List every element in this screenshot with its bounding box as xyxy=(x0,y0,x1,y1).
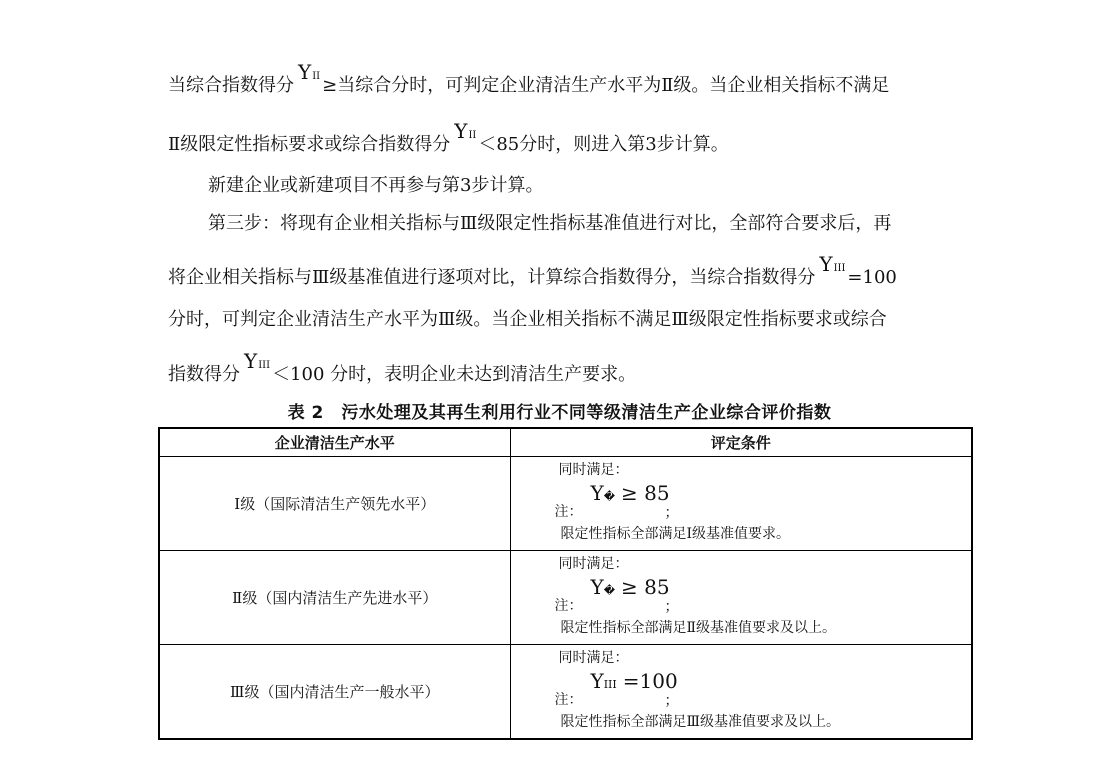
table-caption: 表 2 污水处理及其再生利用行业不同等级清洁生产企业综合评价指数 xyxy=(287,403,832,423)
formula-semicolon: ； xyxy=(664,599,679,615)
table-row xyxy=(159,645,972,740)
note-label: 注： xyxy=(554,692,583,708)
index-symbol: $Y^{II}$ xyxy=(298,60,321,84)
text: Ⅱ级限定性指标要求或综合指数得分 xyxy=(168,134,451,155)
index-symbol: $Y^{III}$ xyxy=(819,252,846,276)
note-label: 注： xyxy=(554,504,583,520)
formula: YIII =100 xyxy=(590,669,678,693)
condition-requirement: 限定性指标全部满足Ⅱ级基准值要求及以上。 xyxy=(560,620,837,636)
text: ＜100 分时，表明企业未达到清洁生产要求。 xyxy=(272,364,637,385)
evaluation-table xyxy=(158,427,973,740)
formula: Y� ≥ 85 xyxy=(590,575,670,599)
condition-intro: 同时满足： xyxy=(558,650,629,666)
condition-cell xyxy=(510,551,972,645)
text: ≥当综合分时，可判定企业清洁生产水平为Ⅱ级。当企业相关指标不满足 xyxy=(322,75,890,96)
table-header-row xyxy=(159,428,972,457)
condition-requirement: 限定性指标全部满足Ⅰ级基准值要求。 xyxy=(560,526,791,542)
level-cell: Ⅱ级（国内清洁生产先进水平） xyxy=(159,551,510,645)
paragraph-line-3: 新建企业或新建项目不再参与第3步计算。 xyxy=(208,175,544,196)
paragraph-line-4: 第三步：将现有企业相关指标与Ⅲ级限定性指标基准值进行对比，全部符合要求后，再 xyxy=(208,213,892,234)
paragraph-line-5 xyxy=(168,252,897,293)
formula-semicolon: ； xyxy=(664,693,679,709)
paragraph-line-7 xyxy=(168,349,637,390)
formula: Y� ≥ 85 xyxy=(590,481,670,505)
text: 当综合指数得分 xyxy=(168,75,294,96)
table-row xyxy=(159,551,972,645)
condition-cell xyxy=(510,645,972,740)
condition-cell xyxy=(510,457,972,551)
paragraph-line-2 xyxy=(168,119,729,160)
text: ＜85分时，则进入第3步计算。 xyxy=(478,134,729,155)
level-cell: Ⅰ级（国际清洁生产领先水平） xyxy=(159,457,510,551)
index-symbol: $Y^{II}$ xyxy=(454,119,477,143)
paragraph-line-6: 分时，可判定企业清洁生产水平为Ⅲ级。当企业相关指标不满足Ⅲ级限定性指标要求或综合 xyxy=(168,309,887,330)
formula-semicolon: ； xyxy=(664,505,679,521)
header-condition: 评定条件 xyxy=(510,428,972,457)
condition-requirement: 限定性指标全部满足Ⅲ级基准值要求及以上。 xyxy=(560,714,840,730)
paragraph-line-1 xyxy=(168,60,890,101)
text: 将企业相关指标与Ⅲ级基准值进行逐项对比，计算综合指数得分，当综合指数得分 xyxy=(168,267,816,288)
text: 指数得分 xyxy=(168,364,240,385)
table-row xyxy=(159,457,972,551)
condition-intro: 同时满足： xyxy=(558,556,629,572)
header-level: 企业清洁生产水平 xyxy=(159,428,510,457)
index-symbol: $Y^{III}$ xyxy=(244,349,271,373)
text: =100 xyxy=(847,267,897,288)
note-label: 注： xyxy=(554,598,583,614)
condition-intro: 同时满足： xyxy=(558,462,629,478)
level-cell: Ⅲ级（国内清洁生产一般水平） xyxy=(159,645,510,740)
